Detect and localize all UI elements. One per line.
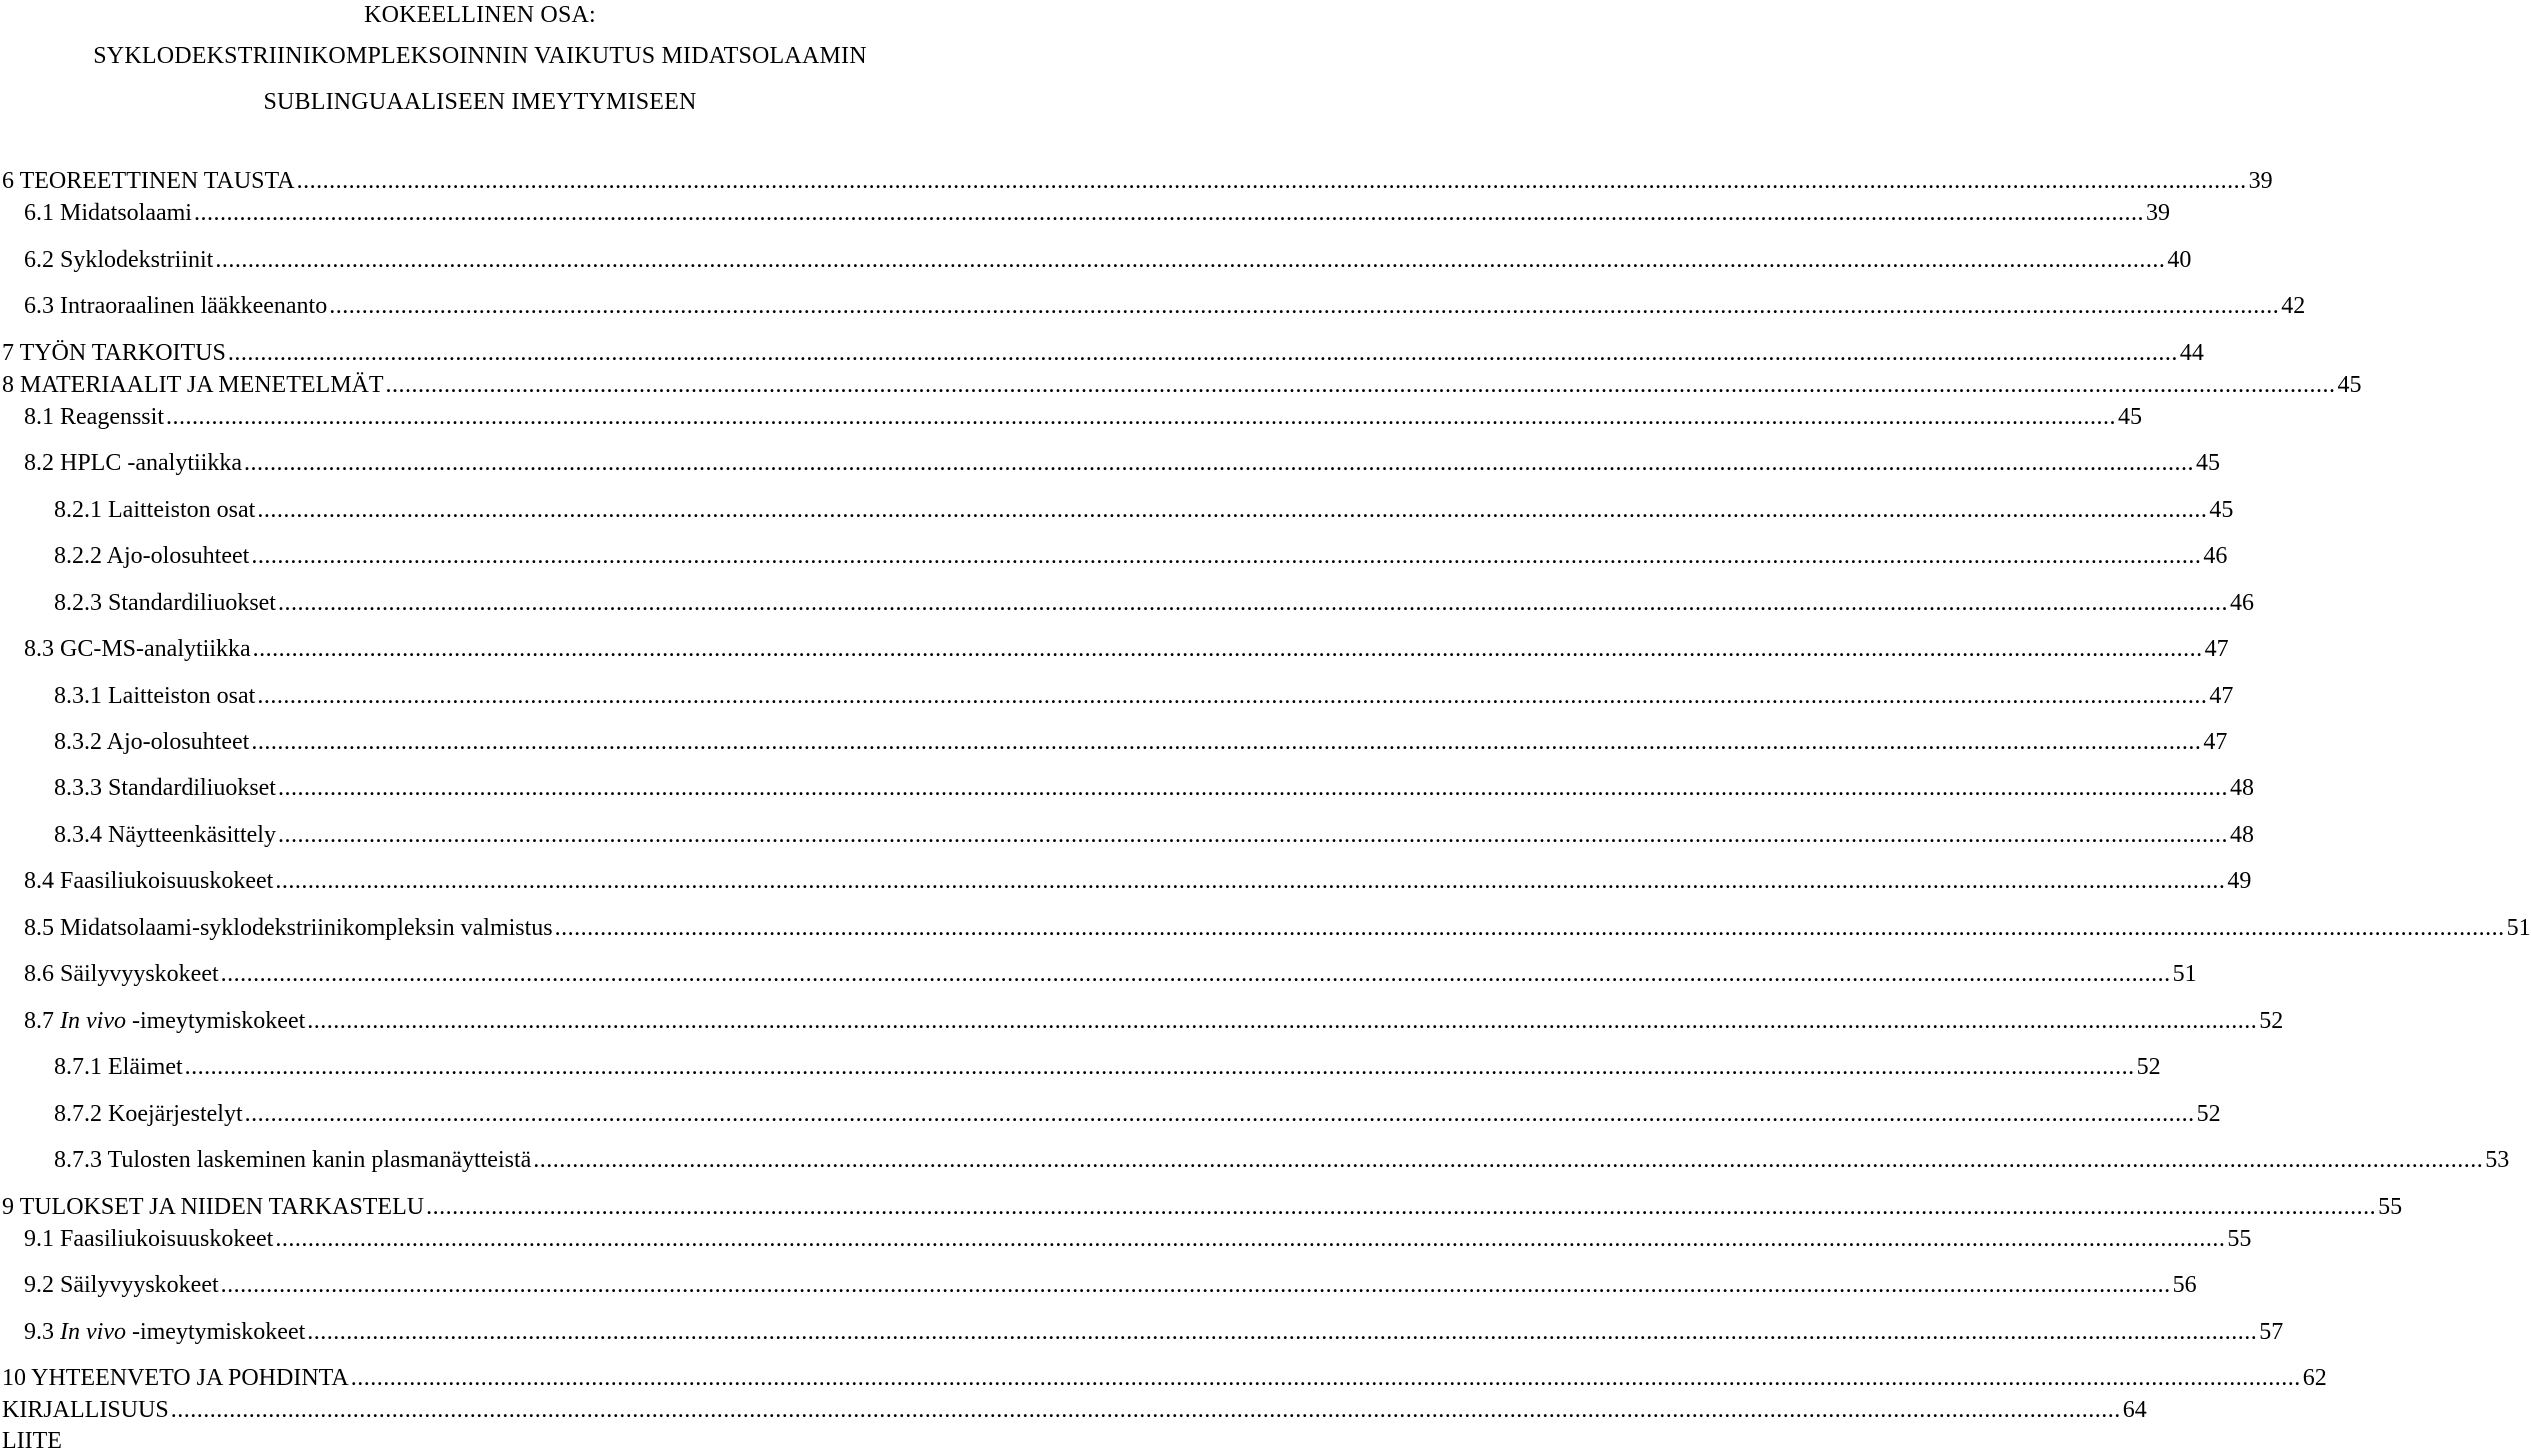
toc-entry — [24, 1272, 2197, 1298]
toc-entry — [24, 1319, 2284, 1345]
toc-entry-label: 9 TULOKSET JA NIIDEN TARKASTELU — [2, 1194, 425, 1220]
dot-leader: ............................................................................................................................................................................................................................................................................................................ — [184, 1054, 2135, 1080]
dot-leader: ............................................................................................................................................................................................................................................................................................................ — [252, 636, 2203, 662]
toc-entry — [24, 636, 2229, 662]
section-subtitle-line-2: SUBLINGUAALISEEN IMEYTYMISEEN — [263, 89, 697, 115]
dot-leader: ............................................................................................................................................................................................................................................................................................................ — [251, 543, 2202, 569]
dot-leader: ............................................................................................................................................................................................................................................................................................................ — [275, 868, 2226, 894]
toc-entry-label: 8.6 Säilyvyyskokeet — [24, 961, 219, 987]
toc-entry-page: 49 — [2227, 868, 2252, 894]
dot-leader: ............................................................................................................................................................................................................................................................................................................ — [277, 822, 2228, 848]
toc-entry-label: 8.3 GC-MS-analytiikka — [24, 636, 251, 662]
toc-entry-label — [24, 1008, 305, 1034]
toc-entry-label: 8.7.2 Koejärjestelyt — [54, 1101, 243, 1127]
toc-entry-page: 40 — [2167, 247, 2192, 273]
toc-entry — [2, 1194, 2403, 1220]
toc-entry — [24, 200, 2170, 226]
toc-entry — [24, 961, 2197, 987]
toc-entry-page: 46 — [2203, 543, 2228, 569]
toc-entry-label: 6.1 Midatsolaami — [24, 200, 192, 226]
toc-entry-number: 9.3 — [24, 1319, 60, 1345]
toc-entry-page: 55 — [2227, 1226, 2252, 1252]
toc-entry — [54, 590, 2254, 616]
toc-entry — [54, 1054, 2161, 1080]
toc-entry — [54, 543, 2228, 569]
toc-entry-page: 51 — [2172, 961, 2197, 987]
toc-entry-page: 47 — [2209, 683, 2234, 709]
toc-entry-page: 48 — [2229, 775, 2254, 801]
dot-leader: ............................................................................................................................................................................................................................................................................................................ — [277, 590, 2228, 616]
toc-entry-number: 8.7 — [24, 1008, 60, 1034]
toc-entry-page: 62 — [2302, 1365, 2327, 1391]
toc-entry-label: 8.3.3 Standardiliuokset — [54, 775, 276, 801]
dot-leader: ............................................................................................................................................................................................................................................................................................................ — [385, 372, 2336, 398]
toc-entry — [54, 683, 2234, 709]
dot-leader: ............................................................................................................................................................................................................................................................................................................ — [251, 729, 2202, 755]
toc-entry-label: 8 MATERIAALIT JA MENETELMÄT — [2, 372, 384, 398]
toc-entry-label: 6 TEOREETTINEN TAUSTA — [2, 168, 295, 194]
dot-leader: ............................................................................................................................................................................................................................................................................................................ — [257, 497, 2208, 523]
toc-entry-page: 64 — [2122, 1397, 2147, 1423]
dot-leader: ............................................................................................................................................................................................................................................................................................................ — [533, 1147, 2484, 1173]
toc-entry-page: 39 — [2248, 168, 2273, 194]
dot-leader: ............................................................................................................................................................................................................................................................................................................ — [257, 683, 2208, 709]
dot-leader: ............................................................................................................................................................................................................................................................................................................ — [193, 200, 2144, 226]
toc-entry — [54, 1147, 2510, 1173]
toc-entry-page: 45 — [2195, 450, 2220, 476]
section-subtitle-line-1: SYKLODEKSTRIINIKOMPLEKSOINNIN VAIKUTUS MIDATSOLAAMIN — [93, 43, 867, 69]
toc-entry-text: -imeytymiskokeet — [125, 1008, 306, 1034]
toc-entry-label: 8.7.1 Eläimet — [54, 1054, 183, 1080]
toc-entry — [54, 775, 2254, 801]
toc-entry-page: 53 — [2485, 1147, 2510, 1173]
toc-entry-page: 45 — [2117, 404, 2142, 430]
toc-entry-label: 8.2.2 Ajo-olosuhteet — [54, 543, 250, 569]
toc-entry-label: 8.3.4 Näytteenkäsittely — [54, 822, 276, 848]
toc-entry-label: 8.2.1 Laitteiston osat — [54, 497, 256, 523]
toc-entry-page: 48 — [2229, 822, 2254, 848]
toc-entry — [24, 404, 2142, 430]
toc-entry — [24, 450, 2220, 476]
toc-entry-page: 52 — [2136, 1054, 2161, 1080]
toc-entry — [2, 372, 2362, 398]
toc-entry — [54, 822, 2254, 848]
toc-entry-label: 9.2 Säilyvyyskokeet — [24, 1272, 219, 1298]
toc-entry-italic: In vivo — [60, 1008, 126, 1034]
toc-entry-page: 45 — [2209, 497, 2234, 523]
dot-leader: ............................................................................................................................................................................................................................................................................................................ — [227, 340, 2178, 366]
dot-leader: ............................................................................................................................................................................................................................................................................................................ — [554, 915, 2505, 941]
toc-entry — [24, 868, 2252, 894]
toc-entry-label — [24, 1319, 305, 1345]
dot-leader: ............................................................................................................................................................................................................................................................................................................ — [215, 247, 2166, 273]
toc-entry-text: -imeytymiskokeet — [125, 1319, 306, 1345]
dot-leader: ............................................................................................................................................................................................................................................................................................................ — [243, 450, 2194, 476]
toc-entry-page: 55 — [2378, 1194, 2403, 1220]
toc-entry-page: 44 — [2179, 340, 2204, 366]
dot-leader: ............................................................................................................................................................................................................................................................................................................ — [296, 168, 2247, 194]
toc-entry-page: 51 — [2506, 915, 2531, 941]
dot-leader: ............................................................................................................................................................................................................................................................................................................ — [307, 1319, 2258, 1345]
toc-entry-label: 10 YHTEENVETO JA POHDINTA — [2, 1365, 349, 1391]
dot-leader: ............................................................................................................................................................................................................................................................................................................ — [170, 1397, 2121, 1423]
toc-entry — [2, 340, 2204, 366]
toc-entry-page: 52 — [2259, 1008, 2284, 1034]
toc-entry-label: 6.3 Intraoraalinen lääkkeenanto — [24, 293, 328, 319]
toc-entry — [24, 1226, 2252, 1252]
toc-entry-italic: In vivo — [60, 1319, 126, 1345]
dot-leader: ............................................................................................................................................................................................................................................................................................................ — [165, 404, 2116, 430]
toc-entry-label: 8.3.2 Ajo-olosuhteet — [54, 729, 250, 755]
toc-entry-page: 42 — [2281, 293, 2306, 319]
toc-entry-page: 45 — [2337, 372, 2362, 398]
toc-entry — [54, 729, 2228, 755]
toc-entry-label: 8.2.3 Standardiliuokset — [54, 590, 276, 616]
dot-leader: ............................................................................................................................................................................................................................................................................................................ — [426, 1194, 2377, 1220]
toc-entry-label: 8.3.1 Laitteiston osat — [54, 683, 256, 709]
dot-leader: ............................................................................................................................................................................................................................................................................................................ — [220, 1272, 2171, 1298]
section-title: KOKEELLINEN OSA: — [364, 2, 596, 28]
toc-entry-label: 6.2 Syklodekstriinit — [24, 247, 214, 273]
dot-leader: ............................................................................................................................................................................................................................................................................................................ — [350, 1365, 2301, 1391]
toc-entry-page: 46 — [2229, 590, 2254, 616]
toc-entry-label: 8.4 Faasiliukoisuuskokeet — [24, 868, 274, 894]
toc-entry — [24, 1008, 2284, 1034]
toc-entry-label: 8.7.3 Tulosten laskeminen kanin plasmanäytteistä — [54, 1147, 532, 1173]
toc-entry-label: 8.1 Reagenssit — [24, 404, 164, 430]
toc-entry-label: 7 TYÖN TARKOITUS — [2, 340, 226, 366]
toc-entry — [54, 1101, 2221, 1127]
dot-leader: ............................................................................................................................................................................................................................................................................................................ — [277, 775, 2228, 801]
toc-entry — [24, 247, 2192, 273]
toc-entry-label: 8.2 HPLC -analytiikka — [24, 450, 242, 476]
toc-entry-label: 8.5 Midatsolaami-syklodekstriinikompleksin valmistus — [24, 915, 553, 941]
dot-leader: ............................................................................................................................................................................................................................................................................................................ — [244, 1101, 2195, 1127]
dot-leader: ............................................................................................................................................................................................................................................................................................................ — [220, 961, 2171, 987]
toc-entry — [2, 168, 2273, 194]
appendix-heading: LIITE — [2, 1428, 62, 1454]
toc-entry — [2, 1397, 2147, 1423]
toc-entry-page: 47 — [2203, 729, 2228, 755]
toc-entry-page: 47 — [2204, 636, 2229, 662]
toc-entry-page: 52 — [2196, 1101, 2221, 1127]
dot-leader: ............................................................................................................................................................................................................................................................................................................ — [307, 1008, 2258, 1034]
dot-leader: ............................................................................................................................................................................................................................................................................................................ — [275, 1226, 2226, 1252]
toc-entry — [2, 1365, 2327, 1391]
toc-entry-page: 57 — [2259, 1319, 2284, 1345]
toc-entry-label: 9.1 Faasiliukoisuuskokeet — [24, 1226, 274, 1252]
toc-entry-page: 39 — [2145, 200, 2170, 226]
toc-entry — [24, 915, 2531, 941]
toc-entry-page: 56 — [2172, 1272, 2197, 1298]
toc-entry-label: KIRJALLISUUS — [2, 1397, 169, 1423]
dot-leader: ............................................................................................................................................................................................................................................................................................................ — [329, 293, 2280, 319]
toc-entry — [24, 293, 2306, 319]
toc-entry — [54, 497, 2234, 523]
